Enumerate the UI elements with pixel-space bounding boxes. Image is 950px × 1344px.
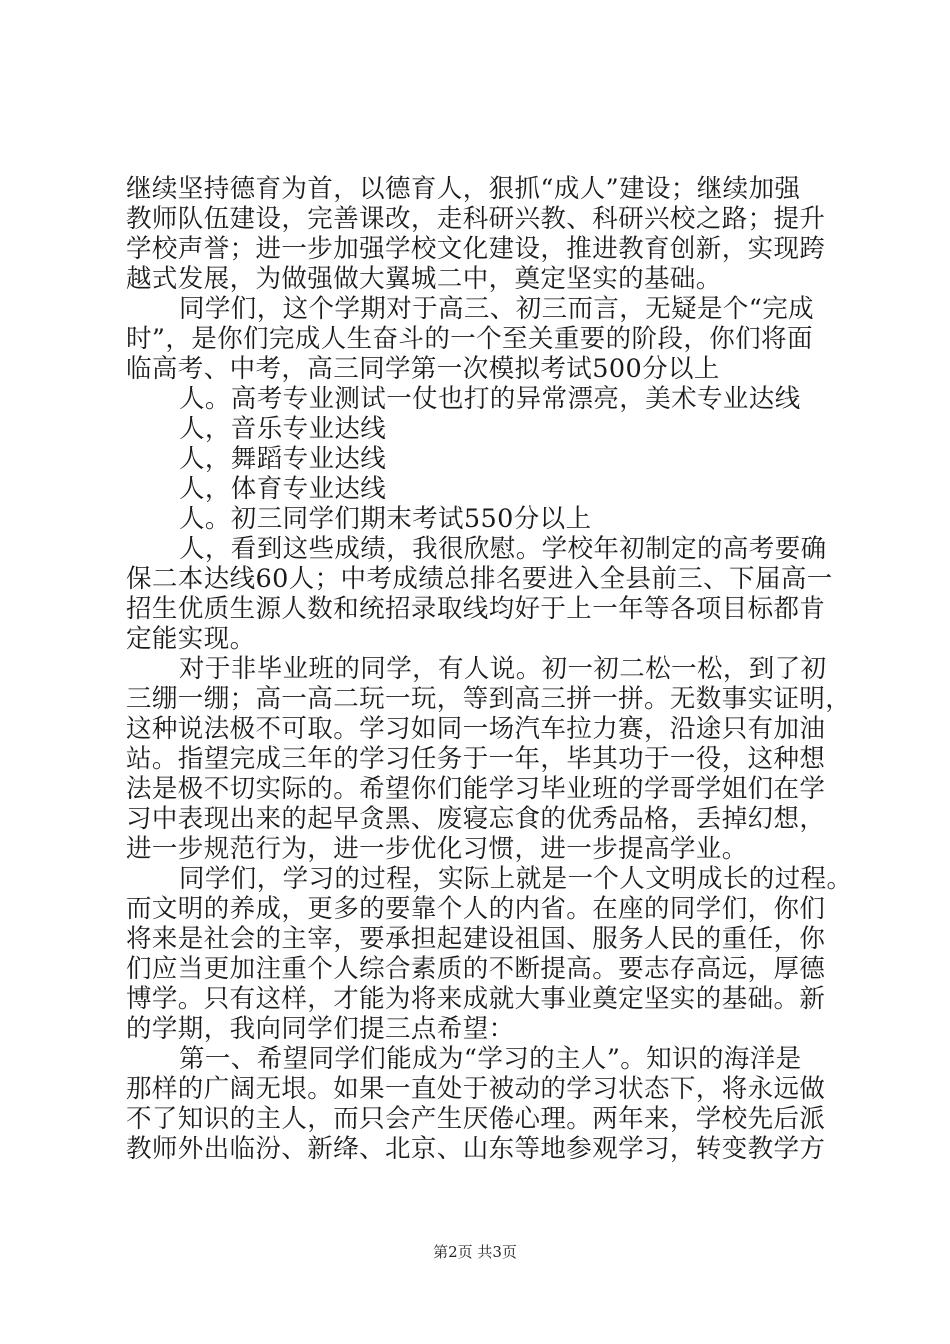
text-line: 教师外出临汾、新绛、北京、山东等地参观学习，转变教学方: [126, 1134, 826, 1164]
text-line: 进一步规范行为，进一步优化习惯，进一步提高学业。: [126, 834, 748, 864]
text-line: 教师队伍建设，完善课改，走科研兴教、科研兴校之路；提升: [126, 204, 826, 234]
text-line: 保二本达线60人；中考成绩总排名要进入全县前三、下届高一: [126, 564, 833, 594]
text-line: 临高考、中考，高三同学第一次模拟考试500分以上: [126, 354, 720, 384]
text-line: 博学。只有这样，才能为将来成就大事业奠定坚实的基础。新: [126, 984, 826, 1014]
text-line: 那样的广阔无垠。如果一直处于被动的学习状态下，将永远做: [126, 1074, 826, 1104]
text-line: 的学期，我向同学们提三点希望：: [126, 1014, 515, 1044]
text-line: 站。指望完成三年的学习任务于一年，毕其功于一役，这种想: [126, 744, 826, 774]
page-footer: 第2页 共3页: [433, 1243, 517, 1261]
text-line: 时”，是你们完成人生奋斗的一个至关重要的阶段，你们将面: [126, 324, 813, 354]
text-line: 法是极不切实际的。希望你们能学习毕业班的学哥学姐们在学: [126, 774, 826, 804]
document-body: [126, 174, 853, 1164]
text-line: 人。高考专业测试一仗也打的异常漂亮，美术专业达线: [179, 384, 801, 414]
text-line: 对于非毕业班的同学，有人说。初一初二松一松，到了初: [179, 654, 827, 684]
text-line: 人。初三同学们期末考试550分以上: [179, 504, 592, 534]
text-line: 这种说法极不可取。学习如同一场汽车拉力赛，沿途只有加油: [126, 714, 826, 744]
text-line: 人，看到这些成绩，我很欣慰。学校年初制定的高考要确: [179, 534, 827, 564]
text-line: 人，体育专业达线: [179, 474, 387, 504]
text-line: 不了知识的主人，而只会产生厌倦心理。两年来，学校先后派: [126, 1104, 826, 1134]
text-line: 人，音乐专业达线: [179, 414, 387, 444]
text-line: 而文明的养成，更多的要靠个人的内省。在座的同学们，你们: [126, 894, 826, 924]
text-line: 人，舞蹈专业达线: [179, 444, 387, 474]
text-line: 学校声誉；进一步加强学校文化建设，推进教育创新，实现跨: [126, 234, 826, 264]
text-line: 同学们，这个学期对于高三、初三而言，无疑是个“完成: [179, 294, 815, 324]
text-line: 招生优质生源人数和统招录取线均好于上一年等各项目标都肯: [126, 594, 826, 624]
text-line: 们应当更加注重个人综合素质的不断提高。要志存高远，厚德: [126, 954, 826, 984]
text-line: 三绷一绷；高一高二玩一玩，等到高三拼一拼。无数事实证明，: [126, 684, 852, 714]
text-line: 习中表现出来的起早贪黑、废寝忘食的优秀品格，丢掉幻想，: [126, 804, 826, 834]
text-line: 继续坚持德育为首，以德育人，狠抓“成人”建设；继续加强: [126, 174, 801, 204]
text-line: 同学们，学习的过程，实际上就是一个人文明成长的过程。: [179, 864, 853, 894]
text-line: 将来是社会的主宰，要承担起建设祖国、服务人民的重任，你: [126, 924, 826, 954]
text-line: 越式发展，为做强做大翼城二中，奠定坚实的基础。: [126, 264, 722, 294]
text-line: 定能实现。: [126, 624, 256, 654]
text-line: 第一、希望同学们能成为“学习的主人”。知识的海洋是: [179, 1044, 802, 1074]
